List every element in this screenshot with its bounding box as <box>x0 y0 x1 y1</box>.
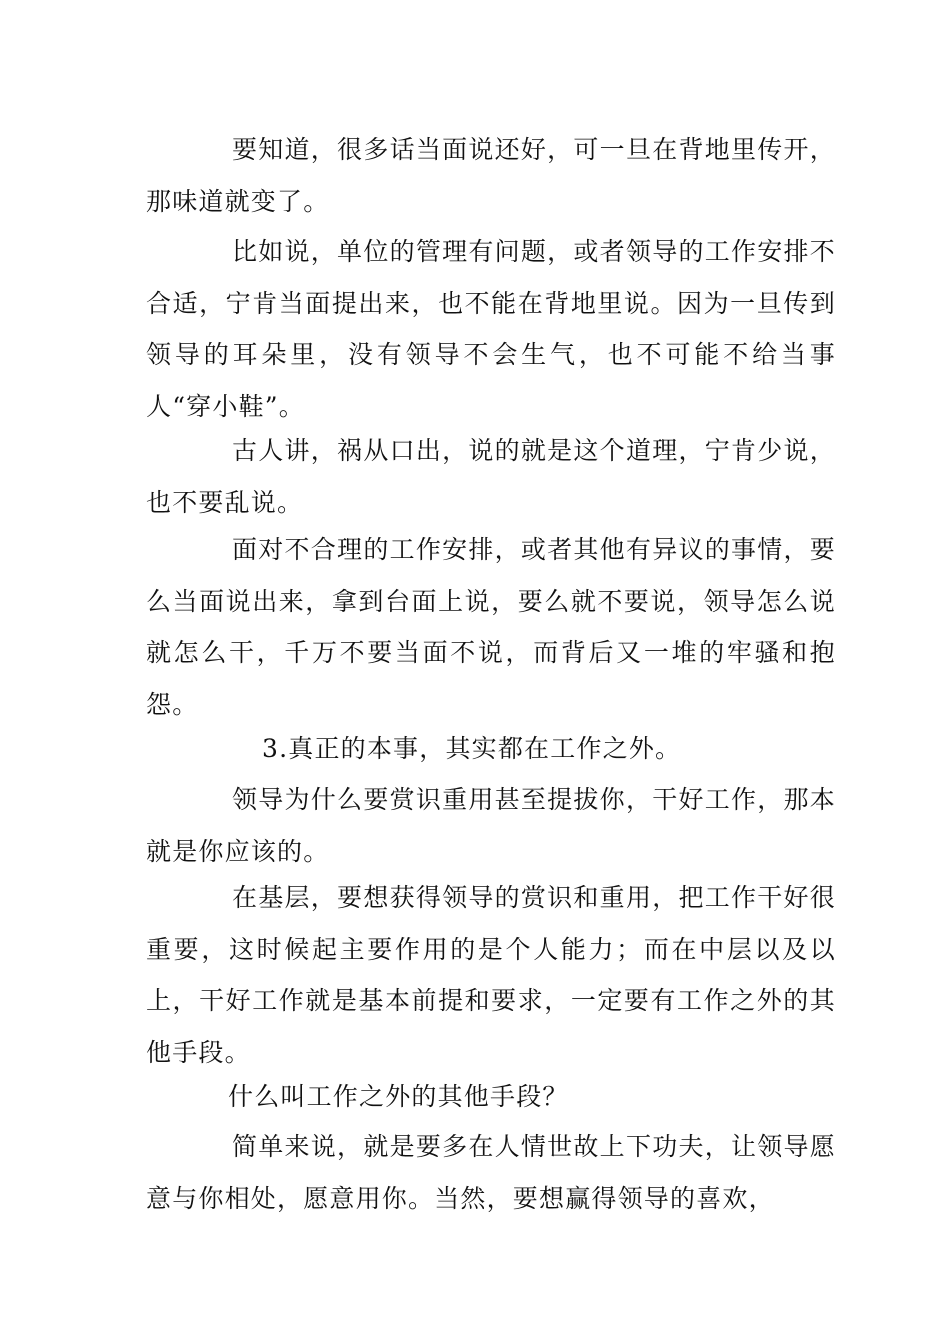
paragraph-4: 面对不合理的工作安排，或者其他有异议的事情，要么当面说出来，拿到台面上说，要么就不要说，领导怎么说就怎么干，千万不要当面不说，而背后又一堆的牢骚和抱怨。 <box>146 535 836 719</box>
paragraph-1: 要知道，很多话当面说还好，可一旦在背地里传开，那味道就变了。 <box>146 135 836 216</box>
paragraph-7: 什么叫工作之外的其他手段？ <box>228 1082 569 1111</box>
paragraph-5: 领导为什么要赏识重用甚至提拔你，干好工作，那本就是你应该的。 <box>146 785 836 866</box>
paragraph-8: 简单来说，就是要多在人情世故上下功夫，让领导愿意与你相处，愿意用你。当然，要想赢得领导的喜欢， <box>146 1132 836 1213</box>
paragraph-6: 在基层，要想获得领导的赏识和重用，把工作干好很重要，这时候起主要作用的是个人能力；而在中层以及以上，干好工作就是基本前提和要求，一定要有工作之外的其他手段。 <box>146 883 836 1067</box>
paragraph-3: 古人讲，祸从口出，说的就是这个道理，宁肯少说，也不要乱说。 <box>146 436 836 517</box>
section-heading: 3.真正的本事，其实都在工作之外。 <box>262 734 682 763</box>
paragraph-2: 比如说，单位的管理有问题，或者领导的工作安排不合适，宁肯当面提出来，也不能在背地里说。因为一旦传到领导的耳朵里，没有领导不会生气，也不可能不给当事人“穿小鞋”。 <box>146 237 836 421</box>
